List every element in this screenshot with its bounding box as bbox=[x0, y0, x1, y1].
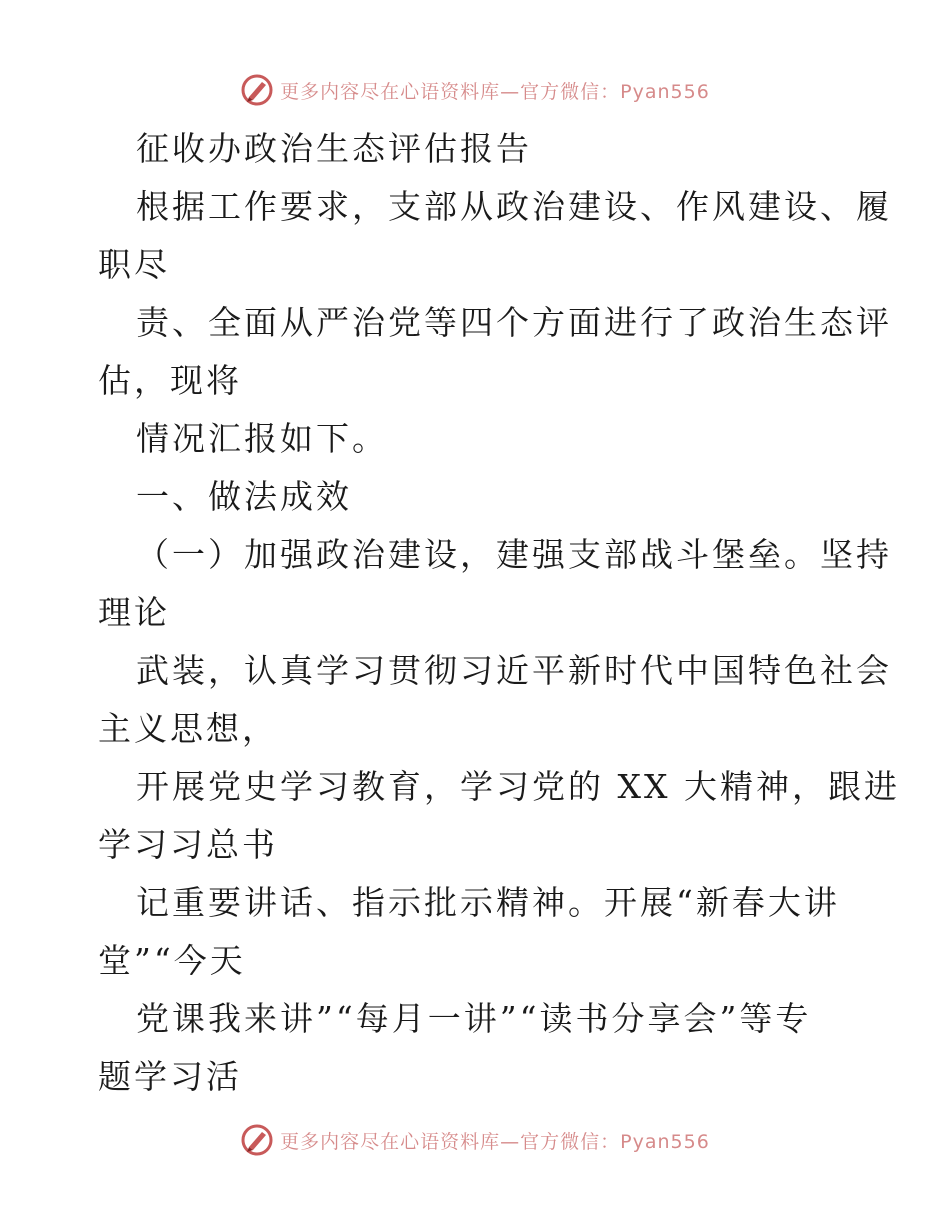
text-line: 情况汇报如下。 bbox=[136, 419, 388, 458]
text-line: 理论 bbox=[98, 593, 170, 632]
text-line: 主义思想， bbox=[98, 709, 278, 748]
text-line: 一、做法成效 bbox=[136, 477, 352, 516]
text-line: 开展党史学习教育，学习党的 XX 大精神，跟进 bbox=[136, 767, 900, 806]
pen-logo-icon bbox=[240, 73, 274, 107]
text-line: 党课我来讲”“每月一讲”“读书分享会”等专 bbox=[136, 999, 812, 1038]
watermark-text: 更多内容尽在心语资料库—官方微信：Pyan556 bbox=[280, 1130, 710, 1153]
text-line: 征收办政治生态评估报告 bbox=[136, 129, 532, 168]
text-line: （一）加强政治建设，建强支部战斗堡垒。坚持 bbox=[136, 535, 892, 574]
text-line: 根据工作要求，支部从政治建设、作风建设、履 bbox=[136, 187, 892, 226]
text-line: 责、全面从严治党等四个方面进行了政治生态评 bbox=[136, 303, 892, 342]
text-line: 武装，认真学习贯彻习近平新时代中国特色社会 bbox=[136, 651, 892, 690]
watermark-text: 更多内容尽在心语资料库—官方微信：Pyan556 bbox=[280, 80, 710, 103]
text-line: 学习习总书 bbox=[98, 825, 278, 864]
text-line: 职尽 bbox=[98, 245, 170, 284]
text-line: 题学习活 bbox=[98, 1057, 242, 1096]
document-body bbox=[98, 120, 900, 1106]
text-line: 堂”“今天 bbox=[98, 941, 246, 980]
footer-watermark bbox=[0, 1120, 950, 1160]
text-line: 记重要讲话、指示批示精神。开展“新春大讲 bbox=[136, 883, 840, 922]
header-watermark bbox=[0, 70, 950, 110]
text-line: 估，现将 bbox=[98, 361, 242, 400]
pen-logo-icon bbox=[240, 1123, 274, 1157]
